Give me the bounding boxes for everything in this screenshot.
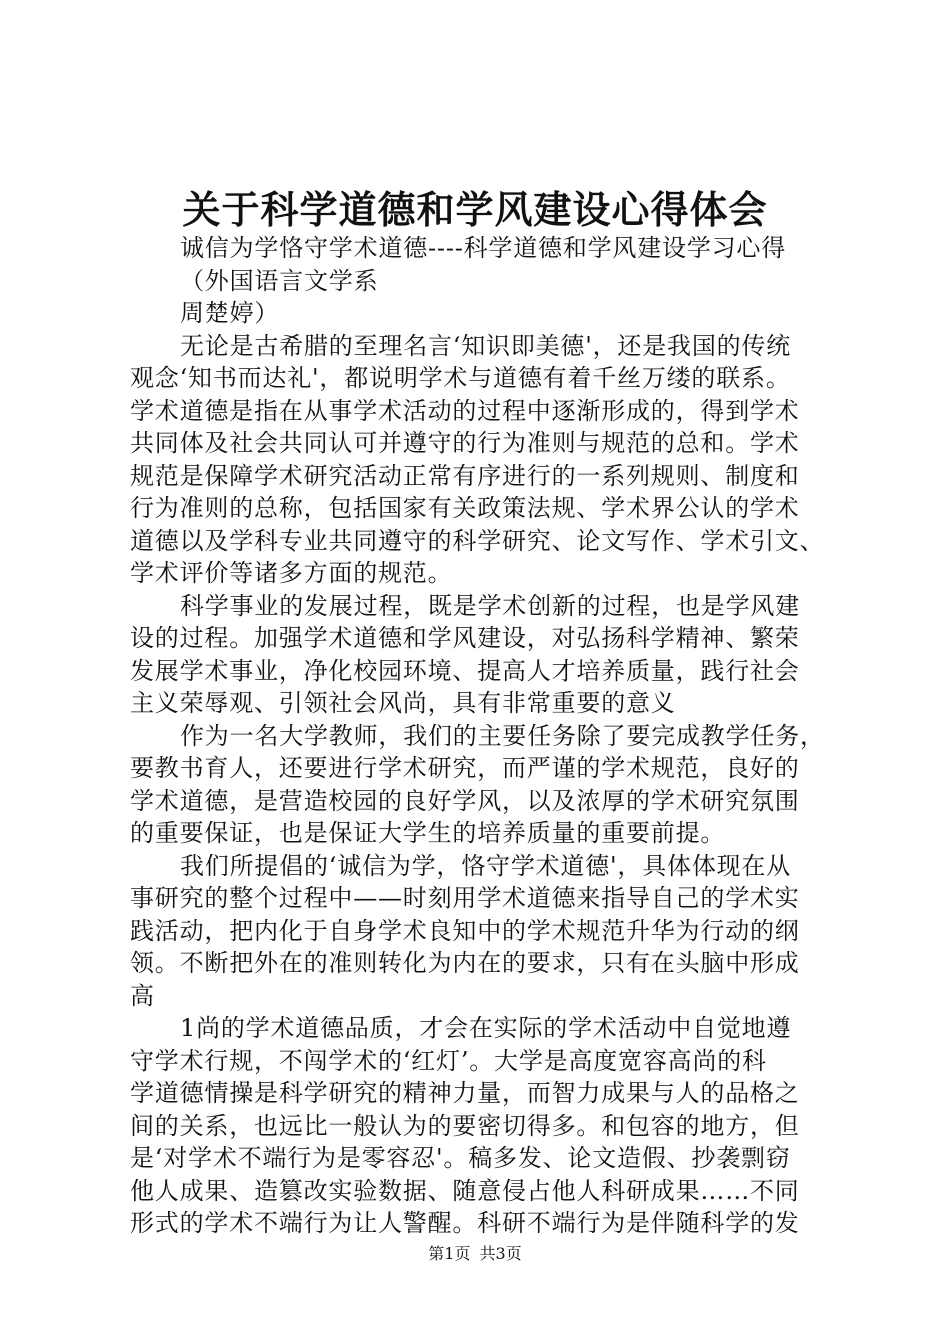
text-line: 设的过程。加强学术道德和学风建设，对弘扬科学精神、繁荣 [130,624,800,652]
text-line: 主义荣辱观、引领社会风尚，具有非常重要的意义 [130,689,676,717]
text-line: 事研究的整个过程中——时刻用学术道德来指导自己的学术实 [130,884,800,912]
text-line: 道德以及学科专业共同遵守的科学研究、论文写作、学术引文、 [130,526,825,555]
text-line: 学术道德是指在从事学术活动的过程中逐渐形成的，得到学术 [130,396,800,425]
text-line: 是‘对学术不端行为是零容忍'。稿多发、论文造假、抄袭剽窃 [130,1144,791,1172]
text-line: 观念‘知书而达礼'，都说明学术与道德有着千丝万缕的联系。 [130,364,791,392]
page-total: 共3页 [479,1244,522,1263]
text-line: 守学术行规，不闯学术的‘红灯’。大学是高度宽容高尚的科 [130,1046,767,1075]
text-line: 间的关系，也远比一般认为的要密切得多。和包容的地方，但 [130,1111,800,1140]
text-line: 科学事业的发展过程，既是学术创新的过程，也是学风建 [180,591,800,620]
document-title: 关于科学道德和学风建设心得体会 [182,187,768,232]
text-line: （外国语言文学系 [180,266,379,295]
text-line: 学术评价等诸多方面的规范。 [130,559,453,587]
text-line: 高 [130,981,155,1010]
text-line: 领。不断把外在的准则转化为内在的要求，只有在头脑中形成 [130,949,800,977]
text-line: 作为一名大学教师，我们的主要任务除了要完成教学任务， [180,721,825,750]
text-line: 规范是保障学术研究活动正常有序进行的一系列规则、制度和 [130,461,800,490]
text-line: 学道德情操是科学研究的精神力量，而智力成果与人的品格之 [130,1079,800,1107]
text-line: 1尚的学术道德品质，才会在实际的学术活动中自觉地遵 [180,1014,792,1042]
text-line: 学术道德，是营造校园的良好学风，以及浓厚的学术研究氛围 [130,786,800,815]
text-line: 发展学术事业，净化校园环境、提高人才培养质量，践行社会 [130,656,800,685]
text-line: 的重要保证，也是保证大学生的培养质量的重要前提。 [130,819,726,847]
text-line: 他人成果、造篡改实验数据、随意侵占他人科研成果……不同 [130,1176,800,1205]
text-line: 周楚婷） [180,299,280,327]
page-footer [0,1242,950,1266]
text-line: 行为准则的总称，包括国家有关政策法规、学术界公认的学术 [130,494,800,522]
page-number: 第1页 [428,1244,471,1263]
text-line: 要教书育人，还要进行学术研究，而严谨的学术规范，良好的 [130,754,800,782]
text-line: 践活动，把内化于自身学术良知中的学术规范升华为行动的纲 [130,916,800,945]
text-line: 无论是古希腊的至理名言‘知识即美德'，还是我国的传统 [180,331,792,360]
document-body [130,232,830,1240]
text-line: 诚信为学恪守学术道德----科学道德和学风建设学习心得 [180,234,787,262]
text-line: 形式的学术不端行为让人警醒。科研不端行为是伴随科学的发 [130,1209,800,1237]
text-line: 共同体及社会共同认可并遵守的行为准则与规范的总和。学术 [130,429,800,457]
text-line: 我们所提倡的‘诚信为学，恪守学术道德'，具体体现在从 [180,851,792,880]
